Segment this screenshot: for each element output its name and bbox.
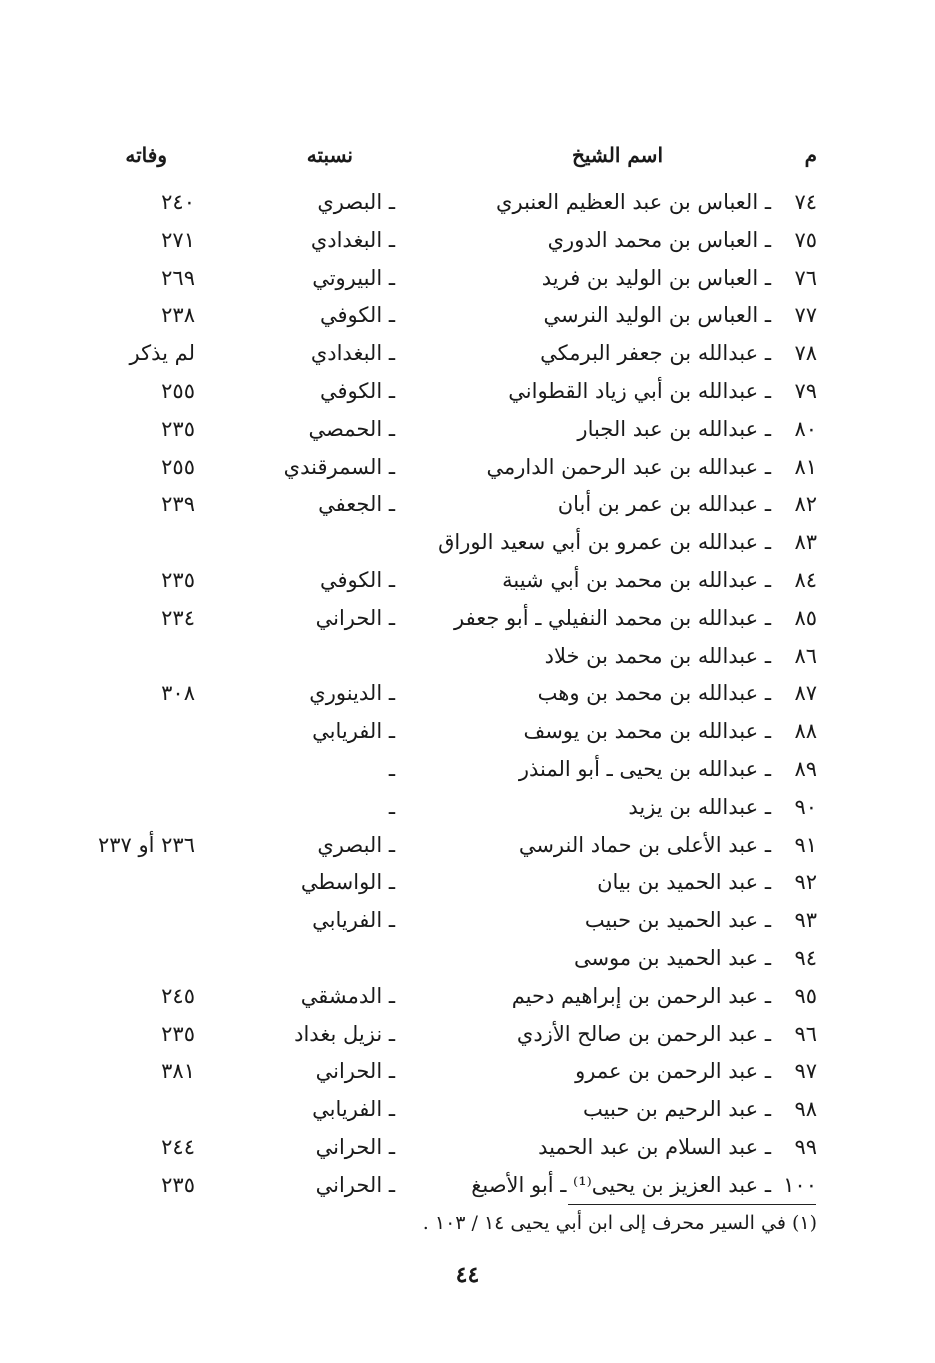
table-row xyxy=(0,753,935,791)
table-row xyxy=(0,451,935,489)
sheikh-death-year: لم يذكر xyxy=(129,341,195,366)
sheikh-death-year: ٢٧١ xyxy=(161,227,195,252)
row-number: ٩٦ xyxy=(794,1021,817,1046)
sheikh-name: ـ عبدالله بن عبد الرحمن الدارمي xyxy=(486,454,771,479)
sheikh-name: ـ عبد الحميد بن بيان xyxy=(597,870,771,895)
sheikh-nisba: ـ الحراني xyxy=(315,1134,395,1159)
sheikh-nisba: ـ الفريابي xyxy=(312,1097,395,1122)
sheikh-death-year: ٢٣٥ xyxy=(161,1172,195,1197)
table-row xyxy=(0,980,935,1018)
row-number: ٨٨ xyxy=(794,719,817,744)
row-number: ٨١ xyxy=(794,454,817,479)
sheikh-name: ـ عبدالله بن أبي زياد القطواني xyxy=(508,378,771,403)
sheikh-death-year: ٢٤٠ xyxy=(161,190,195,214)
sheikh-nisba: ـ البغدادي xyxy=(310,227,395,252)
sheikh-name: ـ عبد السلام بن عبد الحميد xyxy=(538,1134,771,1159)
row-number: ٧٩ xyxy=(794,378,817,403)
sheikh-name: ـ عبد الأعلى بن حماد النرسي xyxy=(518,832,771,857)
sheikh-death-year: ٢٥٥ xyxy=(161,454,195,479)
row-number: ٩٣ xyxy=(794,908,817,933)
table-row xyxy=(0,526,935,564)
sheikh-death-year: ٢٣٥ xyxy=(161,416,195,441)
header-death: وفاته xyxy=(125,143,167,167)
sheikh-nisba: ـ الكوفي xyxy=(319,567,395,592)
row-number: ٨٧ xyxy=(794,681,817,706)
table-row xyxy=(0,602,935,640)
sheikh-death-year: ٢٥٥ xyxy=(161,378,195,403)
sheikh-nisba: ـ الجعفي xyxy=(318,492,395,517)
table-header xyxy=(0,143,935,173)
sheikh-nisba: ـ xyxy=(388,794,395,819)
sheikh-nisba: ـ البيروتي xyxy=(312,265,395,290)
table-row xyxy=(0,677,935,715)
sheikh-name: ـ عبد الرحمن بن إبراهيم دحيم xyxy=(511,983,771,1008)
sheikh-name: ـ عبدالله بن عمر بن أبان xyxy=(557,492,771,517)
sheikh-table xyxy=(0,186,935,1207)
table-row xyxy=(0,829,935,867)
sheikh-name: ـ عبد الحميد بن حبيب xyxy=(584,908,771,933)
sheikh-death-year: ٢٣٥ xyxy=(161,1021,195,1046)
row-number: ٩٩ xyxy=(794,1134,817,1159)
sheikh-name: ـ العباس بن الوليد بن فريد xyxy=(541,265,771,290)
row-number: ٧٤ xyxy=(794,190,817,214)
sheikh-death-year: ٢٣٤ xyxy=(161,605,195,630)
footnote: (١) في السير محرف إلى ابن أبي يحيى ١٤ / ١٠٣ . xyxy=(422,1212,817,1234)
sheikh-name: ـ العباس بن محمد الدوري xyxy=(547,227,771,252)
table-row xyxy=(0,640,935,678)
table-row xyxy=(0,791,935,829)
table-row xyxy=(0,564,935,602)
sheikh-death-year: ٢٣٨ xyxy=(161,303,195,328)
sheikh-death-year: ٢٣٥ xyxy=(161,567,195,592)
sheikh-nisba: ـ الفريابي xyxy=(312,908,395,933)
header-nisba: نسبته xyxy=(306,143,353,167)
sheikh-name: ـ العباس بن الوليد النرسي xyxy=(543,303,771,328)
table-row xyxy=(0,299,935,337)
table-row xyxy=(0,1055,935,1093)
sheikh-nisba: ـ الدمشقي xyxy=(300,983,395,1008)
table-row xyxy=(0,866,935,904)
row-number: ٩٢ xyxy=(794,870,817,895)
sheikh-name: ـ العباس بن عبد العظيم العنبري xyxy=(496,190,771,214)
sheikh-name: ـ عبدالله بن جعفر البرمكي xyxy=(540,341,771,366)
sheikh-death-year: ٢٣٦ أو ٢٣٧ xyxy=(97,832,195,857)
table-row xyxy=(0,186,935,224)
row-number: ٩١ xyxy=(794,832,817,857)
row-number: ٩٠ xyxy=(794,794,817,819)
sheikh-name: ـ عبدالله بن محمد بن يوسف xyxy=(523,719,771,744)
row-number: ٩٨ xyxy=(794,1097,817,1122)
sheikh-nisba: ـ نزيل بغداد xyxy=(294,1021,395,1046)
sheikh-name: ـ عبد الرحمن بن عمرو xyxy=(575,1059,771,1084)
sheikh-nisba: ـ البصري xyxy=(317,190,395,214)
table-row xyxy=(0,224,935,262)
sheikh-death-year: ٢٤٥ xyxy=(161,983,195,1008)
sheikh-name: ـ عبدالله بن محمد بن خلاد xyxy=(544,643,771,668)
sheikh-death-year: ٢٣٩ xyxy=(161,492,195,517)
sheikh-name: ـ عبدالله بن عمرو بن أبي سعيد الوراق xyxy=(438,530,771,555)
row-number: ٩٥ xyxy=(794,983,817,1008)
sheikh-death-year: ٢٤٤ xyxy=(161,1134,195,1159)
row-number: ٨٥ xyxy=(794,605,817,630)
sheikh-name: ـ عبد الحميد بن موسى xyxy=(573,945,771,970)
page-number: ٤٤ xyxy=(455,1262,480,1288)
row-number: ٨٤ xyxy=(794,567,817,592)
row-number: ٧٨ xyxy=(794,341,817,366)
sheikh-name: ـ عبدالله بن محمد بن أبي شيبة xyxy=(502,567,771,592)
sheikh-nisba: ـ الواسطي xyxy=(300,870,395,895)
table-row xyxy=(0,337,935,375)
sheikh-nisba: ـ الحراني xyxy=(315,1059,395,1084)
table-row xyxy=(0,413,935,451)
sheikh-nisba: ـ الفريابي xyxy=(312,719,395,744)
sheikh-name: ـ عبدالله بن يحيى ـ أبو المنذر xyxy=(518,756,771,781)
row-number: ٧٥ xyxy=(794,227,817,252)
table-row xyxy=(0,262,935,300)
table-row xyxy=(0,1131,935,1169)
sheikh-name: ـ عبدالله بن عبد الجبار xyxy=(577,416,771,441)
header-name: اسم الشيخ xyxy=(571,143,663,167)
row-number: ٧٧ xyxy=(794,303,817,328)
table-row xyxy=(0,715,935,753)
sheikh-name: ـ عبدالله بن يزيد xyxy=(628,794,771,819)
table-row xyxy=(0,1018,935,1056)
table-row xyxy=(0,488,935,526)
sheikh-name: ـ عبدالله بن محمد بن وهب xyxy=(537,681,771,706)
sheikh-nisba: ـ السمرقندي xyxy=(283,454,395,479)
table-row xyxy=(0,1169,935,1207)
sheikh-nisba: ـ الكوفي xyxy=(319,378,395,403)
table-row xyxy=(0,375,935,413)
sheikh-nisba: ـ الدينوري xyxy=(309,681,395,706)
sheikh-name: ـ عبد العزيز بن يحيى⁽¹⁾ ـ أبو الأصبغ xyxy=(471,1172,771,1197)
row-number: ٩٤ xyxy=(794,945,817,970)
sheikh-nisba: ـ الكوفي xyxy=(319,303,395,328)
table-row xyxy=(0,1093,935,1131)
row-number: ١٠٠ xyxy=(783,1172,817,1197)
sheikh-nisba: ـ البصري xyxy=(317,832,395,857)
table-row xyxy=(0,942,935,980)
sheikh-nisba: ـ البغدادي xyxy=(310,341,395,366)
sheikh-nisba: ـ الحراني xyxy=(315,1172,395,1197)
row-number: ٨٩ xyxy=(794,756,817,781)
footnote-rule xyxy=(568,1204,816,1205)
header-num: م xyxy=(804,143,817,167)
sheikh-nisba: ـ xyxy=(388,756,395,781)
sheikh-death-year: ٣٠٨ xyxy=(161,681,195,706)
table-row xyxy=(0,904,935,942)
sheikh-name: ـ عبد الرحيم بن حبيب xyxy=(583,1097,771,1122)
row-number: ٨٦ xyxy=(794,643,817,668)
row-number: ٧٦ xyxy=(794,265,817,290)
sheikh-name: ـ عبد الرحمن بن صالح الأزدي xyxy=(516,1021,771,1046)
sheikh-death-year: ٢٦٩ xyxy=(161,265,195,290)
row-number: ٨٢ xyxy=(794,492,817,517)
row-number: ٩٧ xyxy=(794,1059,817,1084)
sheikh-name: ـ عبدالله بن محمد النفيلي ـ أبو جعفر xyxy=(454,605,771,630)
sheikh-nisba: ـ الحمصي xyxy=(308,416,395,441)
sheikh-death-year: ٣٨١ xyxy=(161,1059,195,1084)
sheikh-nisba: ـ الحراني xyxy=(315,605,395,630)
row-number: ٨٣ xyxy=(794,530,817,555)
row-number: ٨٠ xyxy=(794,416,817,441)
